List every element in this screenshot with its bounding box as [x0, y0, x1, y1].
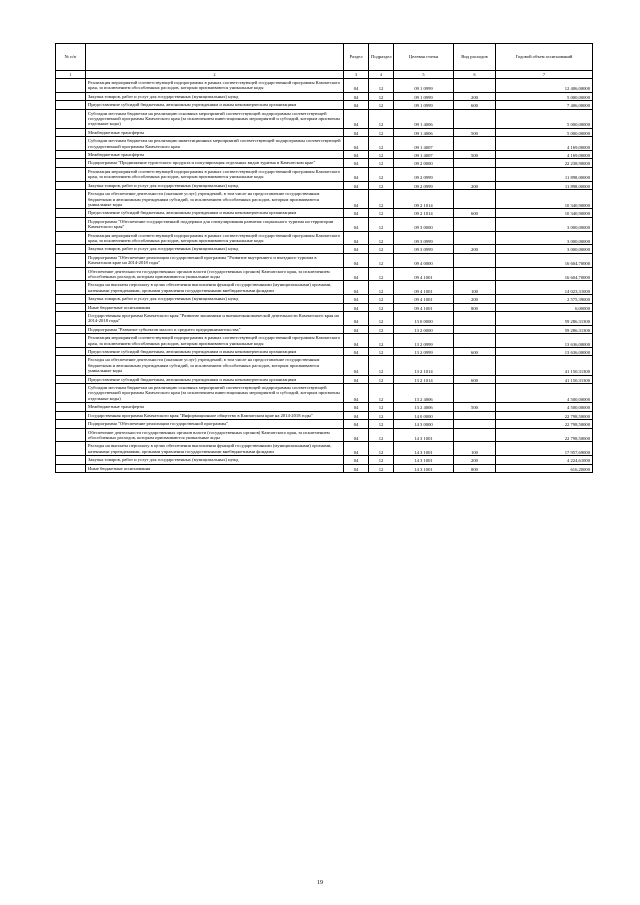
row-name: Субсидии местным бюджетам на реализацию основных мероприятий соответствующей подпрограммы соответствующей государственной программы Камчатского края (за исключением инвестиционных мероприятий и субсидий, которым присвоены отдельные коды) [86, 109, 344, 128]
row-section: 04 [344, 403, 369, 411]
row-code [56, 442, 86, 456]
row-target-item: 09 1 4006 [394, 109, 454, 128]
header-expense-type: Вид расходов [454, 44, 496, 71]
row-code [56, 428, 86, 442]
row-section: 04 [344, 181, 369, 189]
row-target-item: 09 2 0000 [394, 159, 454, 167]
row-target-item: 09 1 0999 [394, 92, 454, 100]
row-target-item: 09 1 0999 [394, 101, 454, 109]
row-amount: 22 798,50000 [496, 428, 593, 442]
table-row [56, 267, 593, 281]
row-section: 04 [344, 151, 369, 159]
row-expense-type [454, 231, 496, 245]
row-target-item: 13 2 4006 [394, 403, 454, 411]
table-row [56, 231, 593, 245]
row-section: 04 [344, 217, 369, 231]
row-amount: 22 798,50000 [496, 411, 593, 419]
row-amount: 16 604,70000 [496, 267, 593, 281]
row-code [56, 403, 86, 411]
row-code [56, 128, 86, 136]
row-expense-type: 100 [454, 281, 496, 295]
row-amount: 4 500,00000 [496, 384, 593, 403]
row-name: Расходы на обеспечение деятельности (оказание услуг) учреждений, в том числе на предоставление государственным бюджетным и автономным учреждениям субсидий, за исключением обособленных расходов, которым присваиваются уникальные коды [86, 190, 344, 209]
row-amount: 3 000,00000 [496, 217, 593, 231]
row-section: 04 [344, 464, 369, 472]
row-amount: 22 798,50000 [496, 420, 593, 428]
row-name: Расходы на выплаты персоналу в целях обеспечения выполнения функций государственными (муниципальными) органами, казенными учреждениями, органами управления государственными внебюджетными фондами [86, 281, 344, 295]
table-row [56, 109, 593, 128]
row-amount: 59 286,31300 [496, 312, 593, 326]
header-code: № п/п [56, 44, 86, 71]
table-row [56, 464, 593, 472]
row-subsection: 12 [369, 281, 394, 295]
row-code [56, 79, 86, 93]
row-name: Реализация мероприятий соответствующей подпрограммы в рамках соответствующей государственной программы Камчатского края, за исключением обособленных расходов, которым присваиваются уникальные коды [86, 334, 344, 348]
row-amount: 4 169,00000 [496, 151, 593, 159]
row-target-item: 09 4 1001 [394, 281, 454, 295]
table-row [56, 334, 593, 348]
budget-allocations-table [55, 43, 593, 473]
row-subsection: 12 [369, 303, 394, 311]
row-target-item: 09 4 1001 [394, 267, 454, 281]
row-subsection: 12 [369, 428, 394, 442]
row-amount: 3 000,00000 [496, 231, 593, 245]
row-target-item: 14 3 1001 [394, 464, 454, 472]
row-amount: 12 406,00000 [496, 79, 593, 93]
table-body [56, 79, 593, 473]
row-code [56, 190, 86, 209]
row-section: 04 [344, 92, 369, 100]
row-name: Реализация мероприятий соответствующей подпрограммы в рамках соответствующей государственной программы Камчатского края, за исключением обособленных расходов, которым присваиваются уникальные коды [86, 79, 344, 93]
row-amount: 17 957,69000 [496, 442, 593, 456]
row-section: 04 [344, 303, 369, 311]
header-subsection: Подраздел [369, 44, 394, 71]
row-name: Закупка товаров, работ и услуг для государственных (муниципальных) нужд [86, 181, 344, 189]
row-code [56, 217, 86, 231]
row-subsection: 12 [369, 325, 394, 333]
row-amount: 5 000,00000 [496, 128, 593, 136]
table-row [56, 245, 593, 253]
column-number-row [56, 71, 593, 79]
row-name: Расходы на обеспечение деятельности (оказание услуг) учреждений, в том числе на предоставление государственным бюджетным и автономным учреждениям субсидий, за исключением обособленных расходов, которым присваиваются уникальные коды [86, 356, 344, 375]
header-name [86, 44, 344, 71]
row-target-item: 09 1 4006 [394, 128, 454, 136]
row-subsection: 12 [369, 411, 394, 419]
table-row [56, 442, 593, 456]
row-code [56, 267, 86, 281]
table-row [56, 137, 593, 151]
table-row [56, 312, 593, 326]
row-name: Подпрограмма "Обеспечение государственной поддержки для стимулирования развития социального туризма на территории Камчатского края" [86, 217, 344, 231]
row-name: Субсидии местным бюджетам на реализацию инвестиционных мероприятий соответствующей подпрограммы соответствующей государственной программы Камчатского края [86, 137, 344, 151]
row-target-item: 09 1 0999 [394, 79, 454, 93]
row-subsection: 12 [369, 442, 394, 456]
row-target-item: 09 1 4007 [394, 137, 454, 151]
row-section: 04 [344, 101, 369, 109]
row-target-item: 13 2 0999 [394, 334, 454, 348]
row-target-item: 09 4 1001 [394, 303, 454, 311]
row-amount: 16 604,70000 [496, 253, 593, 267]
table-row [56, 181, 593, 189]
row-amount: 6,00000 [496, 303, 593, 311]
row-name: Расходы на выплаты персоналу в целях обеспечения выполнения функций государственными (муниципальными) органами, казенными учреждениями, органами управления государственными внебюджетными фондами [86, 442, 344, 456]
row-code [56, 295, 86, 303]
table-row [56, 92, 593, 100]
row-expense-type [454, 79, 496, 93]
row-target-item: 13 2 1014 [394, 356, 454, 375]
row-section: 04 [344, 167, 369, 181]
row-subsection: 12 [369, 253, 394, 267]
row-section: 04 [344, 267, 369, 281]
row-code [56, 303, 86, 311]
page-number: 19 [317, 880, 323, 886]
row-expense-type [454, 312, 496, 326]
row-code [56, 348, 86, 356]
row-expense-type: 600 [454, 375, 496, 383]
row-name: Подпрограмма "Продвижение туристского продукта и популяризация отдельных видов туризма в Камчатском крае" [86, 159, 344, 167]
row-section: 04 [344, 312, 369, 326]
row-expense-type: 600 [454, 209, 496, 217]
row-name: Обеспечение деятельности государственных органов власти (государственных органов) Камчатского края, за исключением обособленных расходов, которым присваиваются уникальные коды [86, 428, 344, 442]
row-code [56, 464, 86, 472]
row-name: Подпрограмма "Обеспечение реализации государственной программы" [86, 420, 344, 428]
table-row [56, 403, 593, 411]
column-number: 6 [454, 71, 496, 79]
row-amount: 13 636,00000 [496, 334, 593, 348]
row-section: 04 [344, 348, 369, 356]
row-name: Обеспечение деятельности государственных органов власти (государственных органов) Камчатского края, за исключением обособленных расходов, которым присваиваются уникальные коды [86, 267, 344, 281]
row-expense-type [454, 190, 496, 209]
row-subsection: 12 [369, 151, 394, 159]
table-header-row [56, 44, 593, 71]
row-section: 04 [344, 245, 369, 253]
row-subsection: 12 [369, 159, 394, 167]
row-expense-type [454, 167, 496, 181]
row-code [56, 181, 86, 189]
row-target-item: 14 0 0000 [394, 411, 454, 419]
row-section: 04 [344, 420, 369, 428]
row-subsection: 12 [369, 348, 394, 356]
row-name: Субсидии местным бюджетам на реализацию основных мероприятий соответствующей подпрограммы соответствующей государственной программы Камчатского края (за исключением инвестиционных мероприятий и субсидий, которым присвоены отдельные коды) [86, 384, 344, 403]
table-row [56, 384, 593, 403]
row-target-item: 14 3 1001 [394, 428, 454, 442]
row-code [56, 245, 86, 253]
row-name: Подпрограмма "Развитие субъектов малого и среднего предпринимательства" [86, 325, 344, 333]
table-row [56, 428, 593, 442]
row-expense-type [454, 109, 496, 128]
table-row [56, 79, 593, 93]
row-subsection: 12 [369, 456, 394, 464]
row-target-item: 13 2 0999 [394, 348, 454, 356]
table-row [56, 281, 593, 295]
row-subsection: 12 [369, 92, 394, 100]
row-section: 04 [344, 325, 369, 333]
row-target-item: 14 3 0000 [394, 420, 454, 428]
row-name: Закупка товаров, работ и услуг для государственных (муниципальных) нужд [86, 295, 344, 303]
row-target-item: 09 2 0999 [394, 167, 454, 181]
row-amount: 41 150,31300 [496, 375, 593, 383]
table-row [56, 190, 593, 209]
table-row [56, 420, 593, 428]
header-section: Раздел [344, 44, 369, 71]
row-amount: 10 340,90000 [496, 209, 593, 217]
row-section: 04 [344, 209, 369, 217]
column-number: 4 [369, 71, 394, 79]
row-subsection: 12 [369, 245, 394, 253]
row-subsection: 12 [369, 181, 394, 189]
row-section: 04 [344, 428, 369, 442]
row-code [56, 334, 86, 348]
row-expense-type [454, 159, 496, 167]
row-expense-type: 200 [454, 92, 496, 100]
row-expense-type [454, 267, 496, 281]
row-target-item: 09 4 0000 [394, 253, 454, 267]
row-name: Межбюджетные трансферты [86, 403, 344, 411]
row-subsection: 12 [369, 209, 394, 217]
row-amount: 13 636,00000 [496, 348, 593, 356]
row-target-item: 09 2 1014 [394, 209, 454, 217]
row-section: 04 [344, 137, 369, 151]
row-target-item: 13 2 1014 [394, 375, 454, 383]
row-subsection: 12 [369, 356, 394, 375]
table-row [56, 159, 593, 167]
row-name: Межбюджетные трансферты [86, 128, 344, 136]
row-section: 04 [344, 442, 369, 456]
row-name: Предоставление субсидий бюджетным, автономным учреждениям и иным некоммерческим организациям [86, 348, 344, 356]
row-target-item: 13 2 0000 [394, 325, 454, 333]
row-code [56, 231, 86, 245]
row-expense-type [454, 217, 496, 231]
row-expense-type: 200 [454, 181, 496, 189]
row-amount: 4 500,00000 [496, 403, 593, 411]
row-name: Реализация мероприятий соответствующей подпрограммы в рамках соответствующей государственной программы Камчатского края, за исключением обособленных расходов, которым присваиваются уникальные коды [86, 231, 344, 245]
row-target-item: 09 2 1014 [394, 190, 454, 209]
row-name: Иные бюджетные ассигнования [86, 303, 344, 311]
row-expense-type [454, 325, 496, 333]
row-subsection: 12 [369, 295, 394, 303]
table-row [56, 295, 593, 303]
row-subsection: 12 [369, 312, 394, 326]
row-expense-type [454, 137, 496, 151]
column-number: 2 [86, 71, 344, 79]
row-expense-type: 600 [454, 348, 496, 356]
row-subsection: 12 [369, 464, 394, 472]
table-row [56, 253, 593, 267]
row-subsection: 12 [369, 384, 394, 403]
row-target-item: 09 4 1001 [394, 295, 454, 303]
row-name: Предоставление субсидий бюджетным, автономным учреждениям и иным некоммерческим организациям [86, 101, 344, 109]
row-target-item: 14 3 1001 [394, 456, 454, 464]
row-subsection: 12 [369, 109, 394, 128]
row-section: 04 [344, 295, 369, 303]
column-number: 1 [56, 71, 86, 79]
row-expense-type: 200 [454, 295, 496, 303]
row-section: 04 [344, 128, 369, 136]
row-expense-type [454, 334, 496, 348]
row-expense-type: 600 [454, 101, 496, 109]
row-amount: 4 224,61000 [496, 456, 593, 464]
row-name: Предоставление субсидий бюджетным, автономным учреждениям и иным некоммерческим организациям [86, 375, 344, 383]
row-expense-type: 500 [454, 128, 496, 136]
row-name: Подпрограмма "Обеспечение реализации государственной программы "Развитие внутреннего и въездного туризма в Камчатском крае на 2014-2018 годы" [86, 253, 344, 267]
row-subsection: 12 [369, 101, 394, 109]
row-amount: 7 406,00000 [496, 101, 593, 109]
row-subsection: 12 [369, 217, 394, 231]
row-amount: 616,20000 [496, 464, 593, 472]
budget-table-container [55, 43, 592, 473]
table-row [56, 456, 593, 464]
row-amount: 59 286,31300 [496, 325, 593, 333]
row-target-item: 09 3 0999 [394, 231, 454, 245]
row-name: Закупка товаров, работ и услуг для государственных (муниципальных) нужд [86, 456, 344, 464]
row-code [56, 151, 86, 159]
table-row [56, 128, 593, 136]
row-target-item: 13 2 4006 [394, 384, 454, 403]
row-subsection: 12 [369, 137, 394, 151]
row-section: 04 [344, 190, 369, 209]
row-subsection: 12 [369, 167, 394, 181]
row-code [56, 420, 86, 428]
row-subsection: 12 [369, 334, 394, 348]
row-name: Реализация мероприятий соответствующей подпрограммы в рамках соответствующей государственной программы Камчатского края, за исключением обособленных расходов, которым присваиваются уникальные коды [86, 167, 344, 181]
row-subsection: 12 [369, 79, 394, 93]
table-row [56, 209, 593, 217]
column-number: 7 [496, 71, 593, 79]
row-subsection: 12 [369, 231, 394, 245]
row-code [56, 411, 86, 419]
row-subsection: 12 [369, 267, 394, 281]
row-section: 04 [344, 375, 369, 383]
row-subsection: 12 [369, 128, 394, 136]
row-name: Предоставление субсидий бюджетным, автономным учреждениям и иным некоммерческим организациям [86, 209, 344, 217]
row-name: Иные бюджетные ассигнования [86, 464, 344, 472]
row-code [56, 109, 86, 128]
row-section: 04 [344, 253, 369, 267]
row-name: Закупка товаров, работ и услуг для государственных (муниципальных) нужд [86, 92, 344, 100]
row-section: 04 [344, 109, 369, 128]
column-number: 3 [344, 71, 369, 79]
row-name: Закупка товаров, работ и услуг для государственных (муниципальных) нужд [86, 245, 344, 253]
row-section: 04 [344, 231, 369, 245]
row-expense-type [454, 411, 496, 419]
table-row [56, 303, 593, 311]
row-amount: 11 898,00000 [496, 181, 593, 189]
row-target-item: 09 2 0999 [394, 181, 454, 189]
header-target-item: Целевая статья [394, 44, 454, 71]
row-expense-type: 100 [454, 442, 496, 456]
column-number: 5 [394, 71, 454, 79]
row-subsection: 12 [369, 190, 394, 209]
row-code [56, 456, 86, 464]
table-row [56, 348, 593, 356]
row-expense-type [454, 428, 496, 442]
row-amount: 5 000,00000 [496, 92, 593, 100]
row-code [56, 159, 86, 167]
row-target-item: 09 3 0000 [394, 217, 454, 231]
row-section: 04 [344, 411, 369, 419]
row-amount: 2 575,39000 [496, 295, 593, 303]
row-subsection: 12 [369, 420, 394, 428]
table-row [56, 151, 593, 159]
row-section: 04 [344, 159, 369, 167]
row-target-item: 13 0 0000 [394, 312, 454, 326]
row-code [56, 167, 86, 181]
header-amount: Годовой объем ассигнований [496, 44, 593, 71]
row-subsection: 12 [369, 403, 394, 411]
row-expense-type: 500 [454, 403, 496, 411]
row-code [56, 384, 86, 403]
row-expense-type: 800 [454, 464, 496, 472]
row-target-item: 09 1 4007 [394, 151, 454, 159]
row-code [56, 325, 86, 333]
row-section: 04 [344, 456, 369, 464]
row-expense-type [454, 253, 496, 267]
table-row [56, 411, 593, 419]
row-amount: 4 169,00000 [496, 137, 593, 151]
row-section: 04 [344, 281, 369, 295]
row-amount: 22 238,90000 [496, 159, 593, 167]
row-name: Межбюджетные трансферты [86, 151, 344, 159]
row-expense-type: 500 [454, 151, 496, 159]
table-row [56, 375, 593, 383]
row-section: 04 [344, 334, 369, 348]
row-expense-type [454, 420, 496, 428]
row-name: Государственная программа Камчатского края "Развитие экономики и внешнеэкономической деятельности Камчатского края на 2014-2018 годы" [86, 312, 344, 326]
row-name: Государственная программа Камчатского края "Информационное общество в Камчатском крае на 2014-2018 годы" [86, 411, 344, 419]
table-row [56, 167, 593, 181]
row-amount: 10 340,90000 [496, 190, 593, 209]
row-expense-type: 800 [454, 303, 496, 311]
row-expense-type: 200 [454, 456, 496, 464]
row-section: 04 [344, 356, 369, 375]
table-row [56, 101, 593, 109]
row-code [56, 253, 86, 267]
row-code [56, 92, 86, 100]
row-subsection: 12 [369, 375, 394, 383]
table-row [56, 217, 593, 231]
row-code [56, 356, 86, 375]
row-code [56, 209, 86, 217]
row-section: 04 [344, 79, 369, 93]
row-target-item: 14 3 1001 [394, 442, 454, 456]
row-expense-type [454, 356, 496, 375]
row-expense-type [454, 384, 496, 403]
row-amount: 3 000,00000 [496, 245, 593, 253]
row-amount: 5 000,00000 [496, 109, 593, 128]
row-target-item: 09 3 0999 [394, 245, 454, 253]
row-section: 04 [344, 384, 369, 403]
table-row [56, 356, 593, 375]
row-amount: 14 023,31000 [496, 281, 593, 295]
row-code [56, 101, 86, 109]
row-code [56, 281, 86, 295]
table-row [56, 325, 593, 333]
row-amount: 11 898,00000 [496, 167, 593, 181]
row-code [56, 375, 86, 383]
row-code [56, 137, 86, 151]
row-code [56, 312, 86, 326]
row-amount: 41 150,31300 [496, 356, 593, 375]
row-expense-type: 200 [454, 245, 496, 253]
